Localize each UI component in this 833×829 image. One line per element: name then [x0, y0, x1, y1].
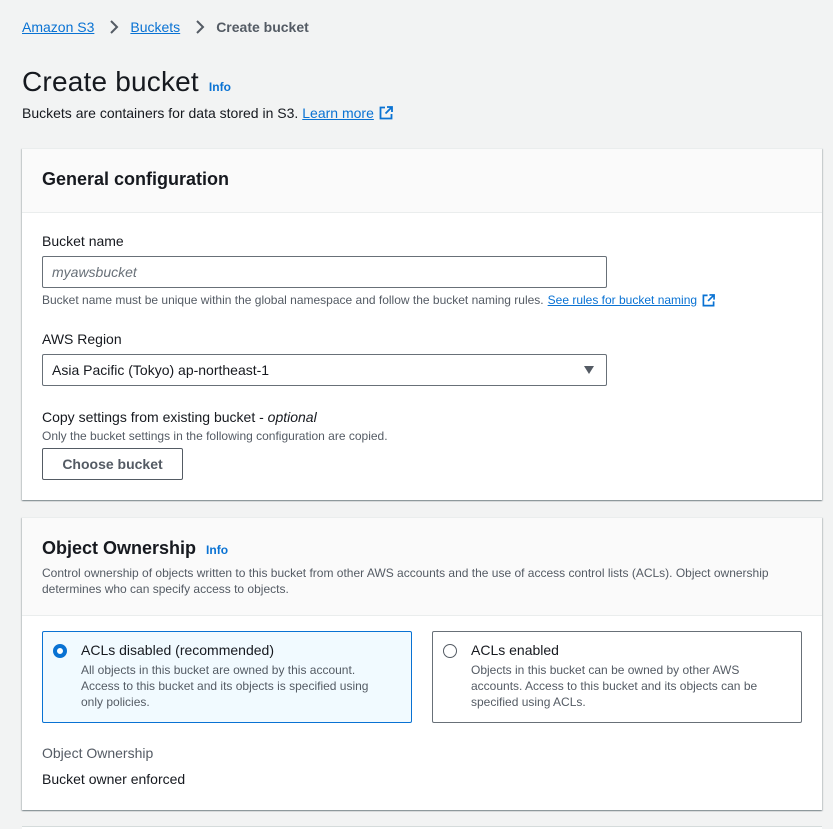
naming-rules-link[interactable]: See rules for bucket naming [547, 293, 698, 307]
external-link-icon [379, 106, 393, 120]
object-ownership-title-row [42, 538, 802, 559]
breadcrumb-current: Create bucket [216, 19, 309, 35]
acls-enabled-title: ACLs enabled [471, 642, 559, 658]
acls-disabled-title: ACLs disabled (recommended) [81, 642, 274, 658]
copy-settings-label [42, 409, 317, 425]
acls-enabled-radio[interactable] [443, 644, 457, 658]
external-link-icon [702, 294, 715, 307]
object-ownership-result-value: Bucket owner enforced [42, 771, 186, 787]
aws-region-value: Asia Pacific (Tokyo) ap-northeast-1 [52, 362, 270, 378]
info-link[interactable]: Info [208, 80, 231, 94]
acls-enabled-description: Objects in this bucket can be owned by other AWS accounts. Access to this bucket and its objects can be specified using ACLs. [471, 663, 758, 709]
object-ownership-header [22, 518, 822, 616]
object-ownership-description: Control ownership of objects written to this bucket from other AWS accounts and the use of access control lists (ACLs). Object ownership determines who can specify access to objects. [42, 566, 769, 596]
breadcrumb-amazon-s3[interactable]: Amazon S3 [22, 19, 95, 35]
general-configuration-panel [22, 148, 822, 500]
page-description [22, 105, 393, 121]
object-ownership-title: Object Ownership [42, 538, 197, 558]
acls-disabled-option[interactable] [42, 631, 412, 723]
chevron-right-icon [106, 19, 122, 35]
bucket-name-label: Bucket name [42, 233, 124, 249]
copy-settings-hint: Only the bucket settings in the following configuration are copied. [42, 429, 388, 443]
page-title: Create bucket [22, 66, 199, 97]
general-configuration-header [22, 149, 822, 213]
bucket-name-hint [42, 293, 715, 307]
learn-more-link[interactable]: Learn more [302, 105, 374, 121]
ownership-info-link[interactable]: Info [206, 543, 229, 557]
optional-tag: optional [267, 409, 317, 425]
acls-disabled-radio[interactable] [53, 644, 67, 658]
choose-bucket-button[interactable]: Choose bucket [42, 448, 183, 480]
aws-region-select[interactable] [42, 354, 607, 386]
copy-settings-label-text: Copy settings from existing bucket - [42, 409, 268, 425]
caret-down-icon [584, 366, 594, 374]
object-ownership-result-label: Object Ownership [42, 745, 154, 761]
acls-enabled-option[interactable] [432, 631, 802, 723]
breadcrumb [22, 19, 309, 35]
object-ownership-panel [22, 517, 822, 810]
aws-region-label: AWS Region [42, 331, 122, 347]
breadcrumb-buckets[interactable]: Buckets [130, 19, 181, 35]
page-header [22, 66, 231, 98]
bucket-name-input[interactable] [42, 256, 607, 288]
page-description-text: Buckets are containers for data stored in S3. [22, 105, 299, 121]
general-configuration-title: General configuration [42, 169, 230, 189]
bucket-name-hint-text: Bucket name must be unique within the global namespace and follow the bucket naming rules. [42, 293, 544, 307]
acls-disabled-description: All objects in this bucket are owned by this account. Access to this bucket and its objects is specified using only policies. [81, 663, 369, 709]
chevron-right-icon [192, 19, 208, 35]
